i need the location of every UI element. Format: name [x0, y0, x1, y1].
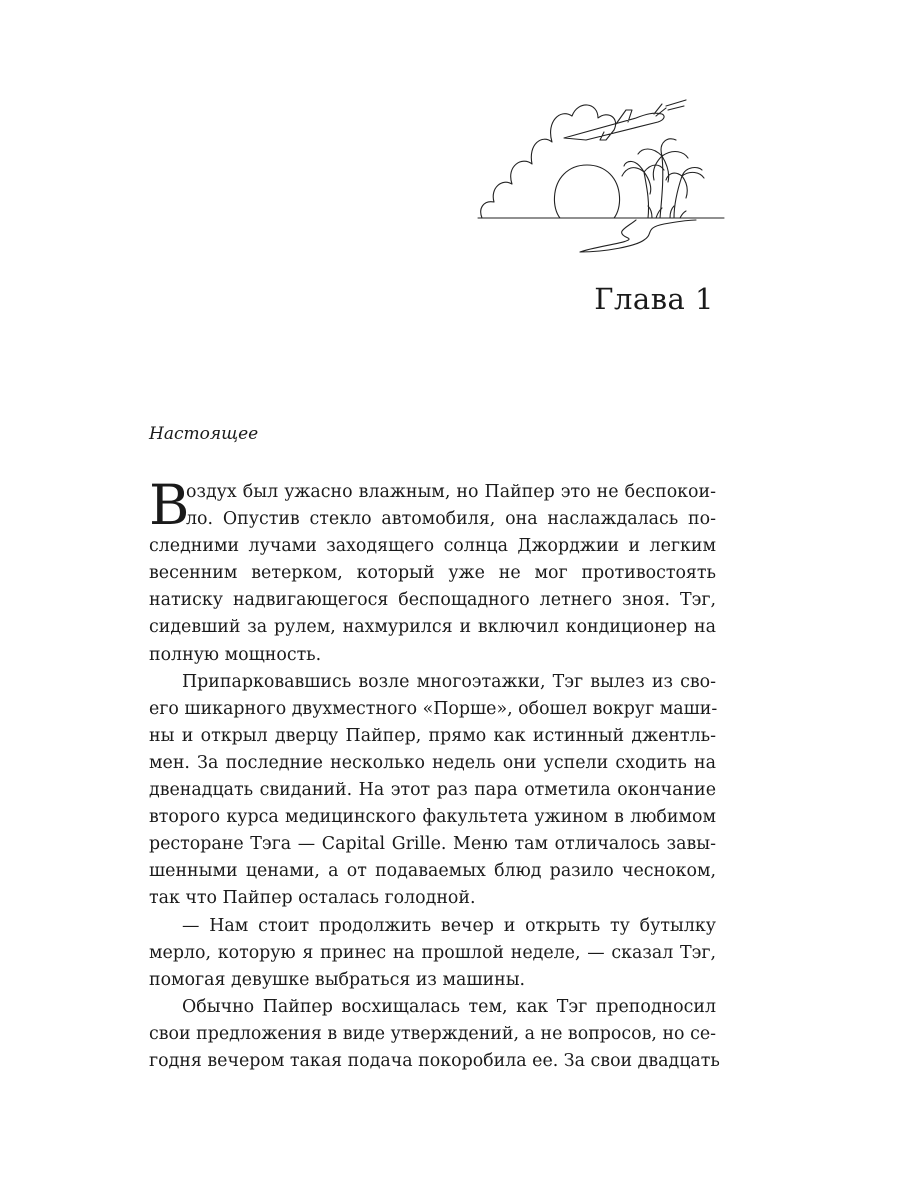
text-line: полную мощность. — [149, 644, 322, 665]
body-text — [149, 473, 720, 1075]
text-line: сидевший за рулем, нахмурился и включил кондиционер на — [149, 617, 716, 638]
text-line: двенадцать свиданий. На этот раз пара отметила окончание — [149, 780, 716, 801]
paragraph-3 — [149, 913, 716, 994]
text-line: следними лучами заходящего солнца Джорджии и легким — [149, 536, 716, 557]
section-label: Настоящее — [149, 424, 259, 444]
text-line: натиску надвигающегося беспощадного летнего зноя. Тэг, — [149, 590, 716, 611]
text-line: свои предложения в виде утверждений, а не вопросов, но се- — [149, 1023, 716, 1044]
chapter-title: Глава 1 — [594, 282, 714, 316]
text-line: мерло, которую я принес на прошлой неделе, — сказал Тэг, — [149, 942, 716, 963]
airplane-icon — [564, 104, 666, 140]
text-line: Припарковавшись возле многоэтажки, Тэг вылез из сво- — [182, 671, 716, 692]
text-line: — Нам стоит продолжить вечер и открыть ту бутылку — [182, 915, 716, 936]
text-line: Обычно Пайпер восхищалась тем, как Тэг преподносил — [182, 996, 716, 1017]
tropical-sunset-plane-icon — [476, 96, 730, 260]
text-line: помогая девушке выбраться из машины. — [149, 969, 526, 990]
drop-cap: В — [149, 473, 190, 537]
shore-icon — [580, 220, 696, 252]
text-line: так что Пайпер осталась голодной. — [149, 888, 476, 909]
text-line: шенными ценами, а от подаваемых блюд разило чесноком, — [149, 861, 716, 882]
paragraph-4 — [149, 994, 720, 1075]
text-line: ны и открыл дверцу Пайпер, прямо как истинный джентль- — [149, 725, 716, 746]
paragraph-2 — [149, 669, 716, 913]
text-line: ло. Опустив стекло автомобиля, она наслаждалась по- — [186, 509, 716, 530]
sun-icon — [554, 165, 619, 218]
palm-fronds — [622, 139, 704, 198]
text-line: второго курса медицинского факультета ужином в любимом — [149, 807, 716, 828]
cloud-icon — [481, 105, 616, 218]
text-line: оздух был ужасно влажным, но Пайпер это не беспокои- — [186, 482, 716, 502]
palm-trunk-right — [674, 176, 682, 218]
text-line: мен. За последние несколько недель они успели сходить на — [149, 752, 716, 773]
contrail — [666, 100, 686, 110]
text-line: годня вечером такая подача покоробила ее. За свои двадцать — [149, 1050, 720, 1071]
text-line: ресторане Тэга — Capital Grille. Меню там отличалось завы- — [149, 834, 716, 855]
text-line: весенним ветерком, который уже не мог противостоять — [149, 563, 716, 584]
paragraph-1 — [149, 473, 716, 669]
text-line: его шикарного двухместного «Порше», обошел вокруг маши- — [149, 698, 718, 719]
chapter-illustration — [476, 96, 730, 260]
grass-tuft — [648, 206, 686, 218]
